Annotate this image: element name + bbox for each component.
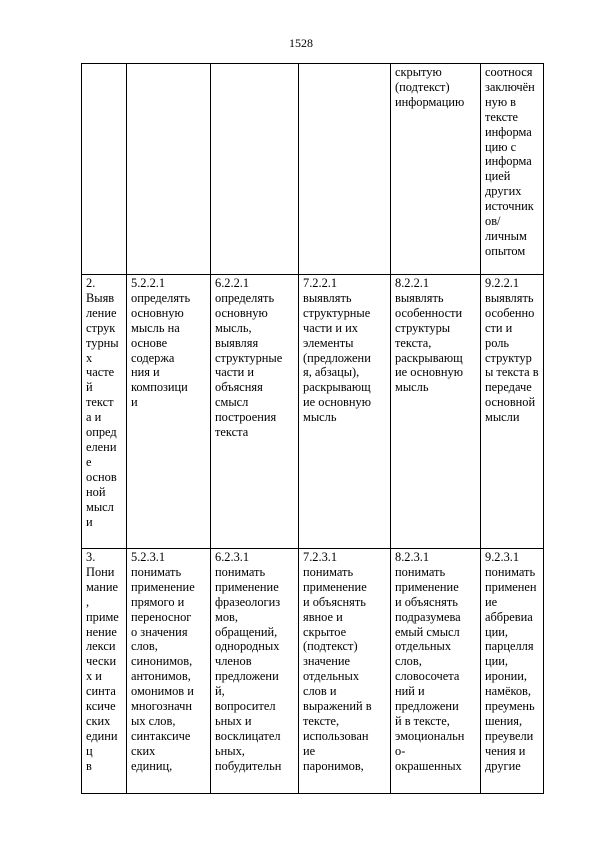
cell-text: 2. Выяв ление струк турны х часте й текст а и опред елени е основ ной мысл и — [86, 276, 119, 529]
table-cell — [127, 549, 211, 794]
curriculum-table — [81, 63, 544, 794]
cell-text: 6.2.3.1 понимать применение фразеологиз мов, обращений, однородных членов предложени й, вопросител ьных и восклицател ьных, побудительн — [215, 550, 282, 773]
table-cell — [82, 549, 127, 794]
table-cell — [82, 275, 127, 549]
cell-text: 9.2.2.1 выявлять особенно сти и роль структур ы текста в передаче основной мысли — [485, 276, 539, 425]
page-number: 1528 — [289, 36, 313, 50]
cell-text: соотнося заключён ную в тексте информа цию с информа цией других источник ов/ личным опытом — [485, 65, 535, 258]
table-row — [82, 64, 544, 275]
cell-text: 9.2.3.1 понимать применен ие аббревиа ции, парцелля ции, иронии, намёков, преумень шения, преувели чения и другие — [485, 550, 537, 773]
cell-text: 7.2.2.1 выявлять структурные части и их элементы (предложени я, абзацы), раскрывающ ие основную мысль — [303, 276, 371, 425]
table-cell — [391, 64, 481, 275]
table-cell — [82, 64, 127, 275]
table-cell — [391, 549, 481, 794]
cell-text: 8.2.2.1 выявлять особенности структуры текста, раскрывающ ие основную мысль — [395, 276, 463, 395]
table-row — [82, 275, 544, 549]
table-cell — [481, 64, 544, 275]
table-body — [82, 64, 544, 794]
cell-text: 3. Пони мание , приме нение лекси чески х и синта ксиче ских едини ц в — [86, 550, 119, 773]
table-cell — [299, 64, 391, 275]
table-cell — [211, 549, 299, 794]
table-row — [82, 549, 544, 794]
table-cell — [391, 275, 481, 549]
table-cell — [481, 275, 544, 549]
table-cell — [481, 549, 544, 794]
cell-text: 8.2.3.1 понимать применение и объяснять подразумева емый смысл отдельных слов, словосочета ний и предложени й в тексте, эмоциональн о- окрашенных — [395, 550, 465, 773]
cell-text: 6.2.2.1 определять основную мысль, выявляя структурные части и объясняя смысл построения текста — [215, 276, 283, 440]
cell-text: 5.2.2.1 определять основную мысль на основе содержа ния и композици и — [131, 276, 191, 410]
table-cell — [299, 549, 391, 794]
cell-text: 7.2.3.1 понимать применение и объяснять явное и скрытое (подтекст) значение отдельных слов и выражений в тексте, использован ие паронимов, — [303, 550, 372, 773]
table-cell — [299, 275, 391, 549]
table-cell — [127, 64, 211, 275]
table-cell — [127, 275, 211, 549]
cell-text: скрытую (подтекст) информацию — [395, 65, 465, 109]
table-cell — [211, 275, 299, 549]
table-cell — [211, 64, 299, 275]
cell-text: 5.2.3.1 понимать применение прямого и переносног о значения слов, синонимов, антонимов, омонимов и многозначн ых слов, синтаксиче ских единиц, — [131, 550, 195, 773]
